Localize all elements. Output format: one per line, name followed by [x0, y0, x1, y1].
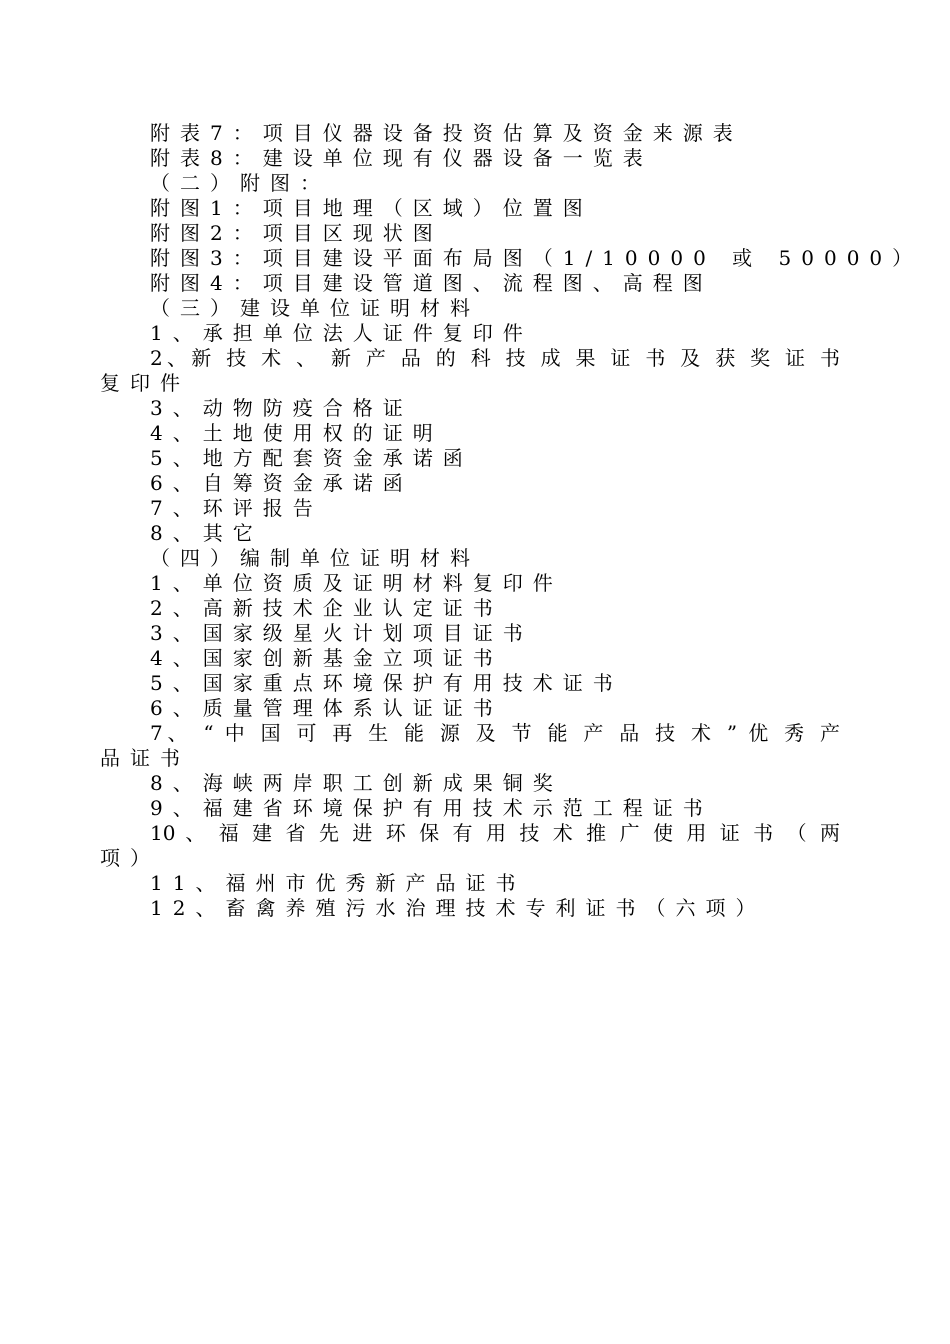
text-line: （二）附图：	[150, 171, 330, 195]
text-line: 7、 “ 中 国 可 再 生 能 源 及 节 能 产 品 技 术 ” 优 秀 产	[150, 721, 840, 745]
text-line: 2、新 技 术 、 新 产 品 的 科 技 成 果 证 书 及 获 奖 证 书	[150, 346, 840, 370]
text-line: 1、单位资质及证明材料复印件	[150, 571, 563, 595]
text-line: 项）	[100, 846, 160, 870]
text-line: 1、承担单位法人证件复印件	[150, 321, 533, 345]
text-line: 附表7：项目仪器设备投资估算及资金来源表	[150, 121, 743, 145]
text-line: 4、土地使用权的证明	[150, 421, 443, 445]
text-line: 附图2：项目区现状图	[150, 221, 443, 245]
text-line: 10 、 福 建 省 先 进 环 保 有 用 技 术 推 广 使 用 证 书 （ 两	[150, 821, 840, 845]
text-line: 12、畜禽养殖污水治理技术专利证书（六项）	[150, 896, 766, 920]
text-line: 附图3：项目建设平面布局图（1/10000 或 50000）	[150, 246, 923, 270]
text-line: 3、动物防疫合格证	[150, 396, 413, 420]
text-line: 6、自筹资金承诺函	[150, 471, 413, 495]
text-line: 附图4：项目建设管道图、流程图、高程图	[150, 271, 713, 295]
text-line: 2、高新技术企业认定证书	[150, 596, 503, 620]
document-body	[100, 121, 923, 921]
text-line: 3、国家级星火计划项目证书	[150, 621, 533, 645]
text-line: 11、福州市优秀新产品证书	[150, 871, 526, 895]
text-line: 6、质量管理体系认证证书	[150, 696, 503, 720]
text-line: 8、其它	[150, 521, 263, 545]
text-line: 9、福建省环境保护有用技术示范工程证书	[150, 796, 713, 820]
text-line: 附表8：建设单位现有仪器设备一览表	[150, 146, 653, 170]
text-line: （三）建设单位证明材料	[150, 296, 480, 320]
text-line: 复印件	[100, 371, 190, 395]
text-line: 5、国家重点环境保护有用技术证书	[150, 671, 623, 695]
text-line: 4、国家创新基金立项证书	[150, 646, 503, 670]
text-line: 7、环评报告	[150, 496, 323, 520]
text-line: （四）编制单位证明材料	[150, 546, 480, 570]
text-line: 品证书	[100, 746, 190, 770]
text-line: 5、地方配套资金承诺函	[150, 446, 473, 470]
text-line: 8、海峡两岸职工创新成果铜奖	[150, 771, 563, 795]
text-line: 附图1：项目地理（区域）位置图	[150, 196, 593, 220]
